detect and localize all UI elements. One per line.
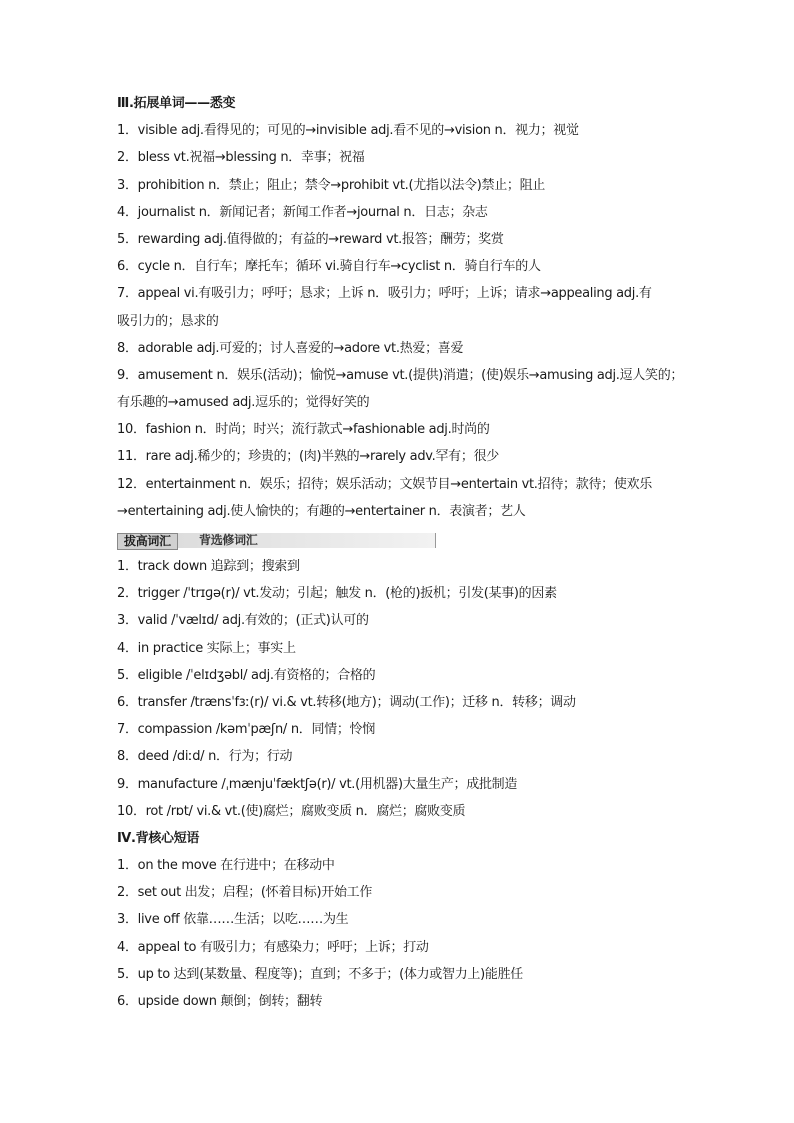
list-item: 3．prohibition n．禁止；阻止；禁令→prohibit vt.(尤指以法令)禁止；阻止 [117, 177, 545, 193]
list-item: 2．bless vt.祝福→blessing n．幸事；祝福 [117, 150, 365, 166]
list-item: 1．track down 追踪到；搜索到 [117, 559, 300, 574]
document-page [117, 90, 687, 1015]
list-item: 3．live off 依靠……生活；以吃……为生 [117, 912, 349, 928]
advanced-vocabulary-banner [117, 531, 687, 549]
list-item: 6．cycle n．自行车；摩托车；循环 vi.骑自行车→cyclist n．骑自行车的人 [117, 259, 541, 275]
banner-subtitle: 背选修词汇 [199, 533, 258, 547]
list-item: 9．amusement n．娱乐(活动)；愉悦→amuse vt.(提供)消遣；(使)娱乐→amusing adj.逗人笑的； [117, 367, 684, 383]
list-item-continuation: 吸引力的；恳求的 [117, 313, 219, 329]
list-item: 5．eligible /ˈelɪdʒəbl/ adj.有资格的；合格的 [117, 667, 376, 683]
list-item: 4．appeal to 有吸引力；有感染力；呼吁；上诉；打动 [117, 939, 429, 955]
list-item: 2．trigger /ˈtrɪɡə(r)/ vt.发动；引起；触发 n．(枪的)扳机；引发(某事)的因素 [117, 586, 557, 602]
list-item-continuation: 有乐趣的→amused adj.逗乐的；觉得好笑的 [117, 395, 370, 411]
list-item: 8．deed /diːd/ n．行为；行动 [117, 749, 293, 765]
list-item: 9．manufacture /ˌmænjuˈfæktʃə(r)/ vt.(用机器)大量生产；成批制造 [117, 776, 518, 792]
list-item: 2．set out 出发；启程；(怀着目标)开始工作 [117, 885, 373, 901]
advanced-words-list [117, 553, 687, 825]
list-item: 4．journalist n．新闻记者；新闻工作者→journal n．日志；杂志 [117, 204, 488, 220]
list-item: 10．fashion n．时尚；时兴；流行款式→fashionable adj.时尚的 [117, 422, 490, 438]
section-4-heading: Ⅳ.背核心短语 [117, 830, 200, 846]
list-item: 6．upside down 颠倒；倒转；翻转 [117, 994, 323, 1009]
list-item: 11．rare adj.稀少的；珍贵的；(肉)半熟的→rarely adv.罕有；很少 [117, 449, 499, 465]
list-item: 8．adorable adj.可爱的；讨人喜爱的→adore vt.热爱；喜爱 [117, 340, 464, 356]
list-item: 3．valid /ˈvælɪd/ adj.有效的；(正式)认可的 [117, 613, 369, 629]
list-item: 7．appeal vi.有吸引力；呼吁；恳求；上诉 n．吸引力；呼吁；上诉；请求→appealing adj.有 [117, 286, 652, 302]
banner-tag: 拔高词汇 [117, 533, 178, 550]
list-item: 1．on the move 在行进中；在移动中 [117, 858, 335, 874]
list-item: 6．transfer /trænsˈfɜː(r)/ vi.& vt.转移(地方)；调动(工作)；迁移 n．转移；调动 [117, 694, 576, 710]
core-phrases-list [117, 852, 687, 1015]
list-item: 10．rot /rɒt/ vi.& vt.(使)腐烂；腐败变质 n．腐烂；腐败变质 [117, 803, 466, 819]
list-item: 1．visible adj.看得见的；可见的→invisible adj.看不见的→vision n．视力；视觉 [117, 123, 579, 139]
list-item: 4．in practice 实际上；事实上 [117, 640, 296, 656]
list-item: 12．entertainment n．娱乐；招待；娱乐活动；文娱节目→entertain vt.招待；款待；使欢乐 [117, 476, 652, 492]
list-item: 5．up to 达到(某数量、程度等)；直到；不多于；(体力或智力上)能胜任 [117, 966, 523, 982]
list-item: 5．rewarding adj.值得做的；有益的→reward vt.报答；酬劳；奖赏 [117, 231, 504, 247]
section-3-heading: Ⅲ.拓展单词——悉变 [117, 96, 236, 111]
list-item-continuation: →entertaining adj.使人愉快的；有趣的→entertainer n．表演者；艺人 [117, 503, 526, 519]
expand-words-list [117, 117, 687, 525]
list-item: 7．compassion /kəmˈpæʃn/ n．同情；怜悯 [117, 722, 375, 738]
